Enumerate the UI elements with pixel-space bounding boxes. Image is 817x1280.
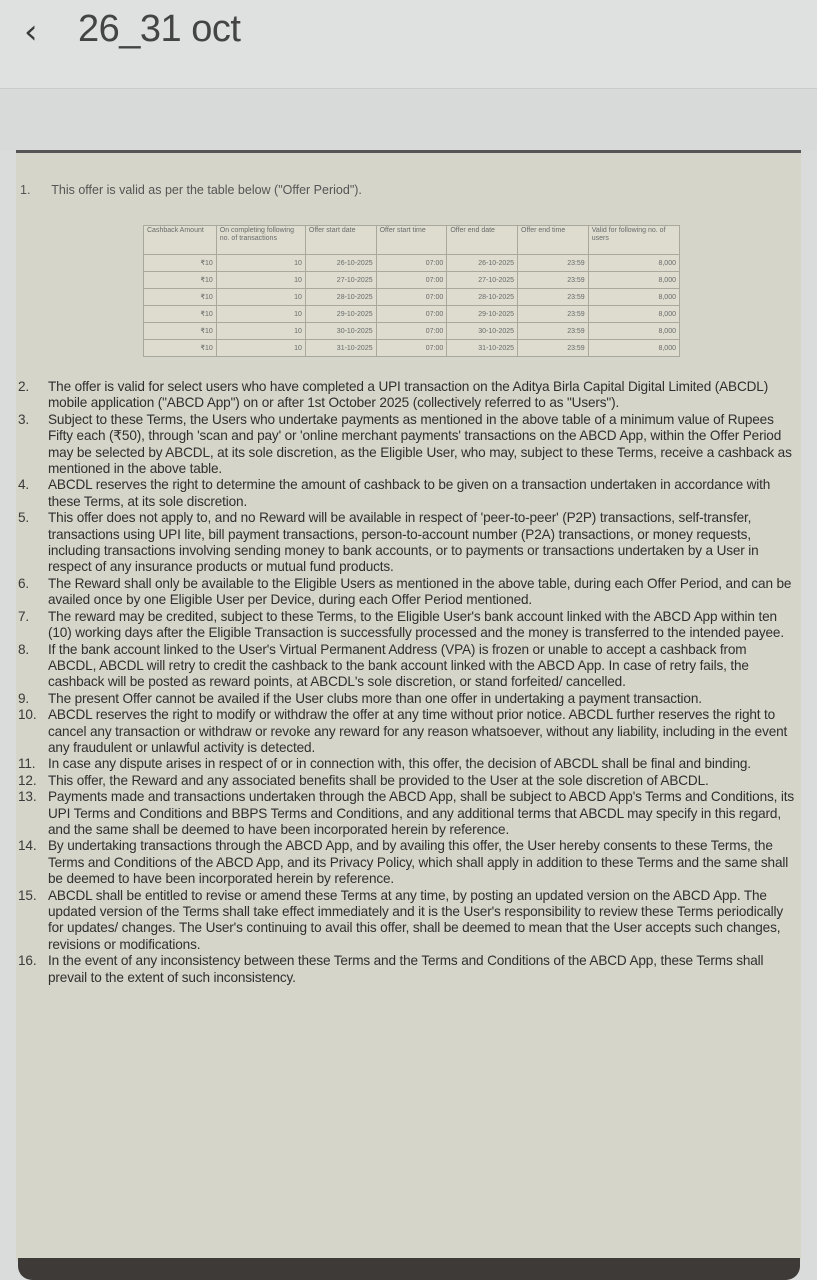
- table-cell: 29-10-2025: [305, 306, 376, 323]
- column-header: Valid for following no. of users: [588, 226, 679, 255]
- term-number: 10.: [18, 707, 37, 723]
- term-number: 9.: [18, 690, 30, 706]
- term-item: [16, 691, 796, 707]
- column-header: On completing following no. of transactions: [216, 226, 305, 255]
- table-cell: ₹10: [144, 272, 217, 289]
- term-text: The offer is valid for select users who have completed a UPI transaction on the Aditya Birla Capital Digital Limited (ABCDL) mobile application ("ABCD App") on or after 1st October 2025 (collectively referred to as "Users").: [48, 379, 769, 411]
- term-number: 1.: [20, 183, 31, 197]
- table-cell: ₹10: [144, 323, 217, 340]
- term-text: The reward may be credited, subject to these Terms, to the Eligible User's bank account linked with the ABCD App within ten (10) working days after the Eligible Transaction is successfully processed and the money is transferred to the intended payee.: [48, 608, 784, 641]
- term-text: ABCDL reserves the right to modify or withdraw the offer at any time without prior notice. ABCDL further reserves the right to cancel any transaction or withdraw or revoke any reward for any reason whatsoever, without any liability, including in the event any fraudulent or unlawful activity is detected.: [48, 707, 788, 755]
- term-number: 2.: [18, 379, 30, 394]
- term-item: [16, 642, 796, 691]
- term-item: [16, 789, 796, 838]
- table-cell: 10: [216, 289, 305, 306]
- table-cell: 31-10-2025: [447, 340, 518, 357]
- table-cell: 10: [216, 272, 305, 289]
- term-item: [16, 756, 796, 772]
- header-divider-band: [0, 88, 817, 151]
- terms-list: [16, 379, 796, 986]
- term-number: 8.: [18, 641, 30, 657]
- table-cell: ₹10: [144, 306, 217, 323]
- term-item: [16, 838, 796, 887]
- term-text: The present Offer cannot be availed if the User clubs more than one offer in undertaking a payment transaction.: [48, 690, 702, 706]
- term-item: [16, 379, 796, 412]
- term-text: In the event of any inconsistency between these Terms and the Terms and Conditions of the ABCD App, these Terms shall prevail to the extent of such inconsistency.: [48, 953, 764, 985]
- table-cell: 07:00: [376, 323, 447, 340]
- table-row: [144, 289, 680, 306]
- column-header: Offer end time: [518, 226, 589, 255]
- term-item: [16, 477, 796, 510]
- term-number: 16.: [18, 953, 37, 969]
- term-text: This offer, the Reward and any associated benefits shall be provided to the User at the sole discretion of ABCDL.: [48, 772, 709, 788]
- term-number: 14.: [18, 838, 37, 854]
- table-cell: 28-10-2025: [447, 289, 518, 306]
- table-cell: 10: [216, 306, 305, 323]
- table-cell: ₹10: [144, 340, 217, 357]
- term-item: [16, 888, 796, 954]
- term-number: 11.: [18, 756, 36, 772]
- table-cell: 29-10-2025: [447, 306, 518, 323]
- table-cell: 8,000: [588, 323, 679, 340]
- page-title: 26_31 oct: [78, 8, 241, 50]
- table-row: [144, 306, 680, 323]
- table-cell: 8,000: [588, 272, 679, 289]
- column-header: Offer start date: [305, 226, 376, 255]
- table-row: [144, 255, 680, 272]
- table-cell: 23:59: [518, 255, 589, 272]
- term-number: 3.: [18, 411, 30, 427]
- table-cell: 27-10-2025: [447, 272, 518, 289]
- term-item: [16, 576, 796, 609]
- term-number: 6.: [18, 575, 30, 591]
- term-text: The Reward shall only be available to the Eligible Users as mentioned in the above table, during each Offer Period, and can be availed once by one Eligible User per Device, during each Offer Period mentioned.: [48, 575, 792, 608]
- table-cell: 8,000: [588, 255, 679, 272]
- chevron-left-icon[interactable]: ‹: [24, 12, 38, 52]
- table-cell: 23:59: [518, 340, 589, 357]
- term-item: [16, 609, 796, 642]
- table-cell: 30-10-2025: [305, 323, 376, 340]
- table-body: [144, 255, 680, 357]
- table-cell: 27-10-2025: [305, 272, 376, 289]
- table-cell: 23:59: [518, 289, 589, 306]
- table-cell: 10: [216, 255, 305, 272]
- table-cell: 8,000: [588, 306, 679, 323]
- table-cell: 30-10-2025: [447, 323, 518, 340]
- term-text: This offer does not apply to, and no Reward will be available in respect of 'peer-to-peer' (P2P) transactions, self-transfer, transactions using UPI lite, bill payment transactions, person-to-account number (P2A) transactions, or money requests, including transactions involving sending money to bank accounts, or to payments or transactions undertaken by a User in respect of any insurance products or mutual fund products.: [48, 510, 759, 575]
- table-cell: 26-10-2025: [447, 255, 518, 272]
- table-cell: 26-10-2025: [305, 255, 376, 272]
- term-text: Subject to these Terms, the Users who undertake payments as mentioned in the above table of a minimum value of Rupees Fifty each (₹50), through 'scan and pay' or 'online merchant payments' transactions on the ABCD App, within the Offer Period may be selected by ABCDL, at its sole discretion, as the Eligible User, who may, subject to these Terms, receive a cashback as mentioned in the above table.: [48, 411, 792, 477]
- term-item: [16, 510, 796, 576]
- term-text: This offer is valid as per the table below ("Offer Period").: [51, 183, 362, 197]
- table-cell: 07:00: [376, 306, 447, 323]
- table-cell: 23:59: [518, 272, 589, 289]
- table-cell: 31-10-2025: [305, 340, 376, 357]
- table-cell: 8,000: [588, 340, 679, 357]
- table-row: [144, 272, 680, 289]
- term-text: By undertaking transactions through the ABCD App, and by availing this offer, the User hereby consents to these Terms, the Terms and Conditions of the ABCD App, and its Privacy Policy, which shall apply in addition to these Terms and the same shall be deemed to have been incorporated herein by reference.: [48, 838, 789, 887]
- bottom-edge-bar: [18, 1258, 800, 1280]
- column-header: Offer end date: [447, 226, 518, 255]
- column-header: Offer start time: [376, 226, 447, 255]
- app-header: [0, 0, 817, 88]
- table-row: [144, 340, 680, 357]
- table-cell: ₹10: [144, 289, 217, 306]
- table-header-row: [144, 226, 680, 255]
- table-cell: 23:59: [518, 306, 589, 323]
- table-cell: 07:00: [376, 255, 447, 272]
- term-number: 5.: [18, 510, 30, 526]
- offer-period-table: [143, 225, 680, 357]
- table-cell: 07:00: [376, 289, 447, 306]
- term-text: In case any dispute arises in respect of or in connection with, this offer, the decision of ABCDL shall be final and binding.: [48, 756, 751, 772]
- term-item-1: [20, 183, 362, 197]
- table-cell: ₹10: [144, 255, 217, 272]
- term-number: 13.: [18, 789, 37, 805]
- table-cell: 07:00: [376, 340, 447, 357]
- term-text: ABCDL reserves the right to determine the amount of cashback to be given on a transaction undertaken in accordance with these Terms, at its sole discretion.: [48, 477, 771, 509]
- table-cell: 07:00: [376, 272, 447, 289]
- term-text: If the bank account linked to the User's Virtual Permanent Address (VPA) is frozen or unable to accept a cashback from ABCDL, ABCDL will retry to credit the cashback to the bank account linked with the ABCD App. In case of retry fails, the cashback will be posted as reward points, at ABCDL's sole discretion, or stand forfeited/ cancelled.: [48, 641, 749, 690]
- term-text: ABCDL shall be entitled to revise or amend these Terms at any time, by posting an updated version on the ABCD App. The updated version of the Terms shall take effect immediately and it is the User's responsibility to review these Terms periodically for updates/ changes. The User's continuing to avail this offer, shall be deemed to mean that the User accepts such changes, revisions or modifications.: [48, 887, 784, 952]
- table-cell: 10: [216, 323, 305, 340]
- table-cell: 10: [216, 340, 305, 357]
- table-row: [144, 323, 680, 340]
- table-cell: 28-10-2025: [305, 289, 376, 306]
- term-item: [16, 773, 796, 789]
- term-text: Payments made and transactions undertaken through the ABCD App, shall be subject to ABCD App's Terms and Conditions, its UPI Terms and Conditions and BBPS Terms and Conditions, and any additional terms that ABCDL may specify in this regard, and the same shall be deemed to have been incorporated herein by reference.: [48, 789, 795, 837]
- term-number: 7.: [18, 608, 30, 624]
- table-cell: 23:59: [518, 323, 589, 340]
- term-item: [16, 953, 796, 986]
- term-number: 15.: [18, 887, 37, 903]
- column-header: Cashback Amount: [144, 226, 217, 255]
- term-item: [16, 707, 796, 756]
- table-cell: 8,000: [588, 289, 679, 306]
- term-number: 12.: [18, 772, 37, 788]
- term-item: [16, 412, 796, 478]
- terms-document-image: [16, 150, 801, 1261]
- term-number: 4.: [18, 477, 30, 493]
